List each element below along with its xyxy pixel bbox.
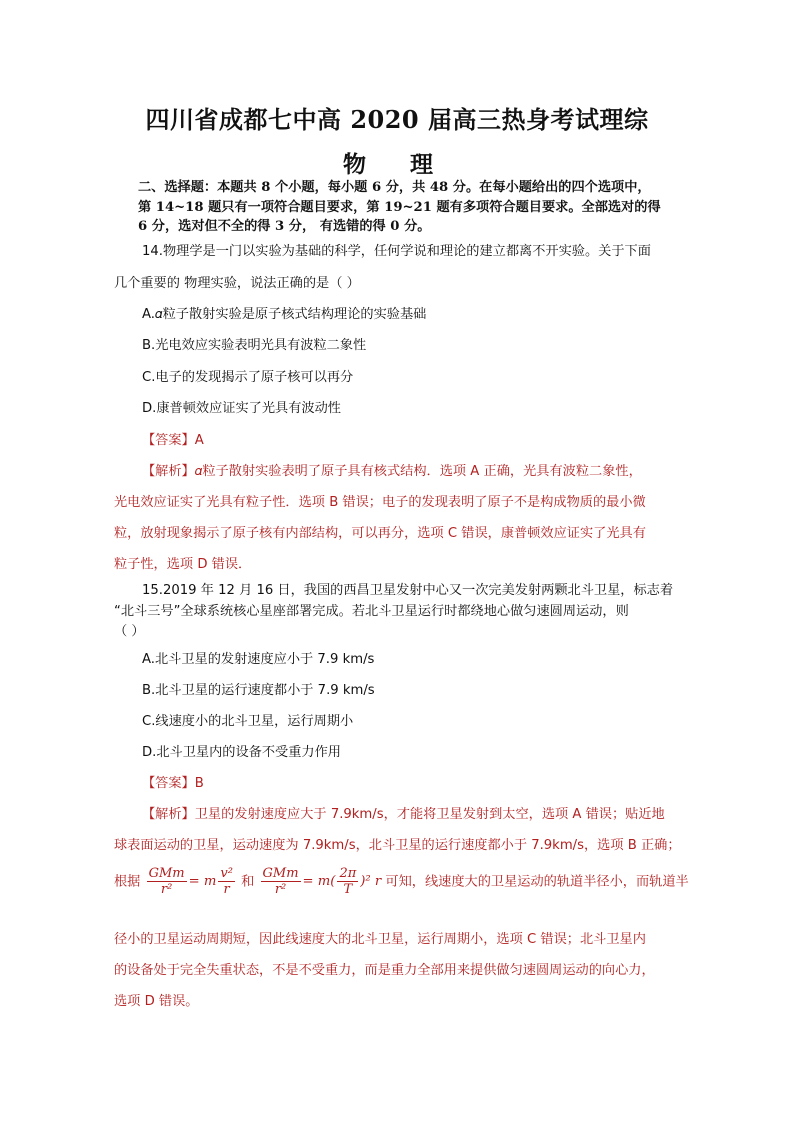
exam-title: 四川省成都七中高 2020 届高三热身考试理综	[145, 105, 649, 134]
q14-option-b: B.光电效应实验表明光具有波粒二象性	[142, 338, 367, 353]
answer-label: 【答案】	[142, 433, 195, 448]
q15-stem-line: （ ）	[114, 624, 145, 639]
formula-suffix: 可知，线速度大的卫星运动的轨道半径小，而轨道半	[385, 874, 689, 890]
analysis-label: 【解析】	[142, 807, 195, 822]
analysis-label: 【解析】	[142, 464, 195, 479]
fraction: $\frac{\text{v²}}{r}$	[220, 866, 233, 897]
q14-analysis-line: 粒子性，选项 D 错误．	[114, 557, 252, 572]
q15-analysis-line: 球表面运动的卫星，运动速度为 7.9km/s，北斗卫星的运行速度都小于 7.9km/s，选项 B 正确；	[114, 838, 681, 853]
formula-prefix: 根据	[114, 874, 141, 890]
fraction: $\frac{\text{GMm}}{\text{r²}}$	[262, 866, 299, 897]
instruction-line: 二、选择题：本题共 8 个小题，每小题 6 分，共 48 分。在每小题给出的四个选项中，	[138, 180, 651, 195]
answer-label: 【答案】	[142, 776, 195, 791]
q15-analysis-line: 的设备处于完全失重状态，不是不受重力，而是重力全部用来提供做匀速圆周运动的向心力，	[114, 963, 655, 978]
q14-option-d: D.康普顿效应证实了光具有波动性	[142, 401, 341, 416]
instruction-line: 第 14~18 题只有一项符合题目要求，第 19~21 题有多项符合题目要求。全部选对的得	[138, 199, 661, 215]
q14-option-a: A.𝛼粒子散射实验是原子核式结构理论的实验基础	[142, 307, 427, 322]
analysis-text: 卫星的发射速度应大于 7.9km/s，才能将卫星发射到太空，选项 A 错误；贴近地	[194, 807, 665, 822]
q14-stem-line: 14.物理学是一门以实验为基础的科学，任何学说和理论的建立都离不开实验。关于下面	[142, 244, 651, 259]
analysis-text: 𝛼粒子散射实验表明了原子具有核式结构．选项 A 正确，光具有波粒二象性，	[194, 464, 642, 479]
instruction-line: 6 分，选对但不全的得 3 分， 有选错的得 0 分。	[138, 219, 431, 234]
q14-analysis-line	[142, 460, 642, 479]
section-instructions	[138, 178, 661, 237]
q15-option-a: A.北斗卫星的发射速度应小于 7.9 km/s	[142, 652, 375, 667]
q15-analysis-line: 径小的卫星运动周期短，因此线速度大的北斗卫星，运行周期小，选项 C 错误；北斗卫星内	[114, 932, 646, 947]
formula-and: 和	[241, 874, 255, 890]
q14-stem-line: 几个重要的 物理实验，说法正确的是（ ）	[114, 276, 360, 291]
q15-answer	[142, 772, 204, 791]
subject-title: 物 理	[342, 151, 451, 178]
fraction: $\frac{2\pi}{T}$	[339, 866, 357, 897]
q15-option-d: D.北斗卫星内的设备不受重力作用	[142, 745, 341, 760]
q15-option-c: C.线速度小的北斗卫星，运行周期小	[142, 714, 354, 729]
q15-option-b: B.北斗卫星的运行速度都小于 7.9 km/s	[142, 683, 375, 698]
q14-answer	[142, 429, 204, 448]
q15-analysis-line: 选项 D 错误。	[114, 994, 199, 1009]
q15-stem-line: 15.2019 年 12 月 16 日，我国的西昌卫星发射中心又一次完美发射两颗北斗卫星，标志着	[142, 583, 674, 598]
fraction: $\frac{\text{GMm}}{\text{r²}}$	[148, 866, 185, 897]
formula-gravity: $\frac{\text{GMm}}{\text{r²}}$ = m $\frac{\text{v²}}{r}$	[148, 866, 233, 897]
q14-analysis-line: 光电效应证实了光具有粒子性．选项 B 错误；电子的发现表明了原子不是构成物质的最小微	[114, 495, 646, 510]
formula-period: $\frac{\text{GMm}}{\text{r²}}$ = m( $\frac{2\pi}{T}$ )² r	[262, 866, 382, 897]
q15-stem-line: “北斗三号”全球系统核心星座部署完成。若北斗卫星运行时都绕地心做匀速圆周运动，则	[114, 604, 629, 619]
q14-option-c: C.电子的发现揭示了原子核可以再分	[142, 370, 354, 385]
q15-analysis-line	[142, 803, 665, 822]
answer-value: B	[194, 776, 204, 791]
q14-analysis-line: 粒，放射现象揭示了原子核有内部结构，可以再分，选项 C 错误，康普顿效应证实了光具有	[114, 526, 646, 541]
q15-formula-line	[114, 866, 689, 897]
answer-value: A	[194, 433, 204, 448]
